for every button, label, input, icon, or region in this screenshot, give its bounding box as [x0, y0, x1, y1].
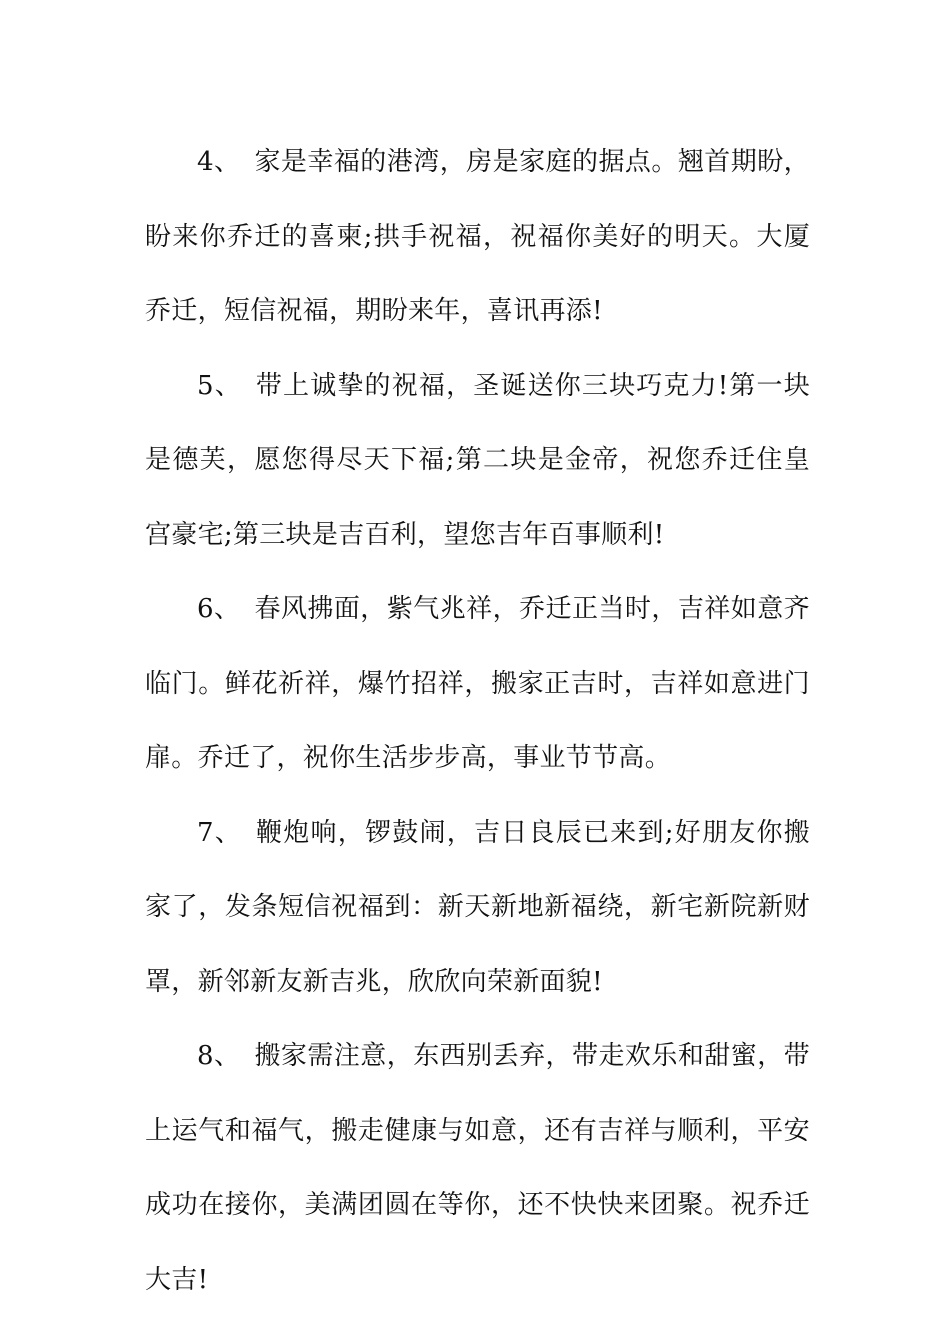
paragraph-number: 6、: [197, 594, 241, 624]
paragraph-text: 带上诚挚的祝福，圣诞送你三块巧克力!第一块是德芙，愿您得尽天下福;第二块是金帝，祝您乔迁住皇宫豪宅;第三块是吉百利，望您吉年百事顺利!: [145, 370, 810, 550]
paragraph-5: [145, 349, 810, 573]
paragraph-number: 8、: [197, 1041, 241, 1071]
paragraph-number: 7、: [197, 817, 243, 848]
paragraph-number: 5、: [197, 370, 242, 401]
paragraph-8: [145, 1019, 810, 1317]
paragraph-text: 春风拂面，紫气兆祥，乔迁正当时，吉祥如意齐临门。鲜花祈祥，爆竹招祥，搬家正吉时，吉祥如意进门扉。乔迁了，祝你生活步步高，事业节节高。: [145, 594, 810, 773]
paragraph-7: [145, 796, 810, 1020]
paragraph-4: [145, 125, 810, 349]
paragraph-number: 4、: [197, 147, 241, 177]
document-body: [145, 125, 810, 1317]
paragraph-6: [145, 572, 810, 796]
paragraph-text: 家是幸福的港湾，房是家庭的据点。翘首期盼，盼来你乔迁的喜柬;拱手祝福，祝福你美好的明天。大厦乔迁，短信祝福，期盼来年，喜讯再添!: [145, 147, 810, 326]
paragraph-text: 鞭炮响，锣鼓闹，吉日良辰已来到;好朋友你搬家了，发条短信祝福到：新天新地新福绕，新宅新院新财罩，新邻新友新吉兆，欣欣向荣新面貌!: [145, 817, 810, 997]
paragraph-text: 搬家需注意，东西别丢弃，带走欢乐和甜蜜，带上运气和福气，搬走健康与如意，还有吉祥与顺利，平安成功在接你，美满团圆在等你，还不快快来团聚。祝乔迁大吉!: [145, 1041, 810, 1295]
